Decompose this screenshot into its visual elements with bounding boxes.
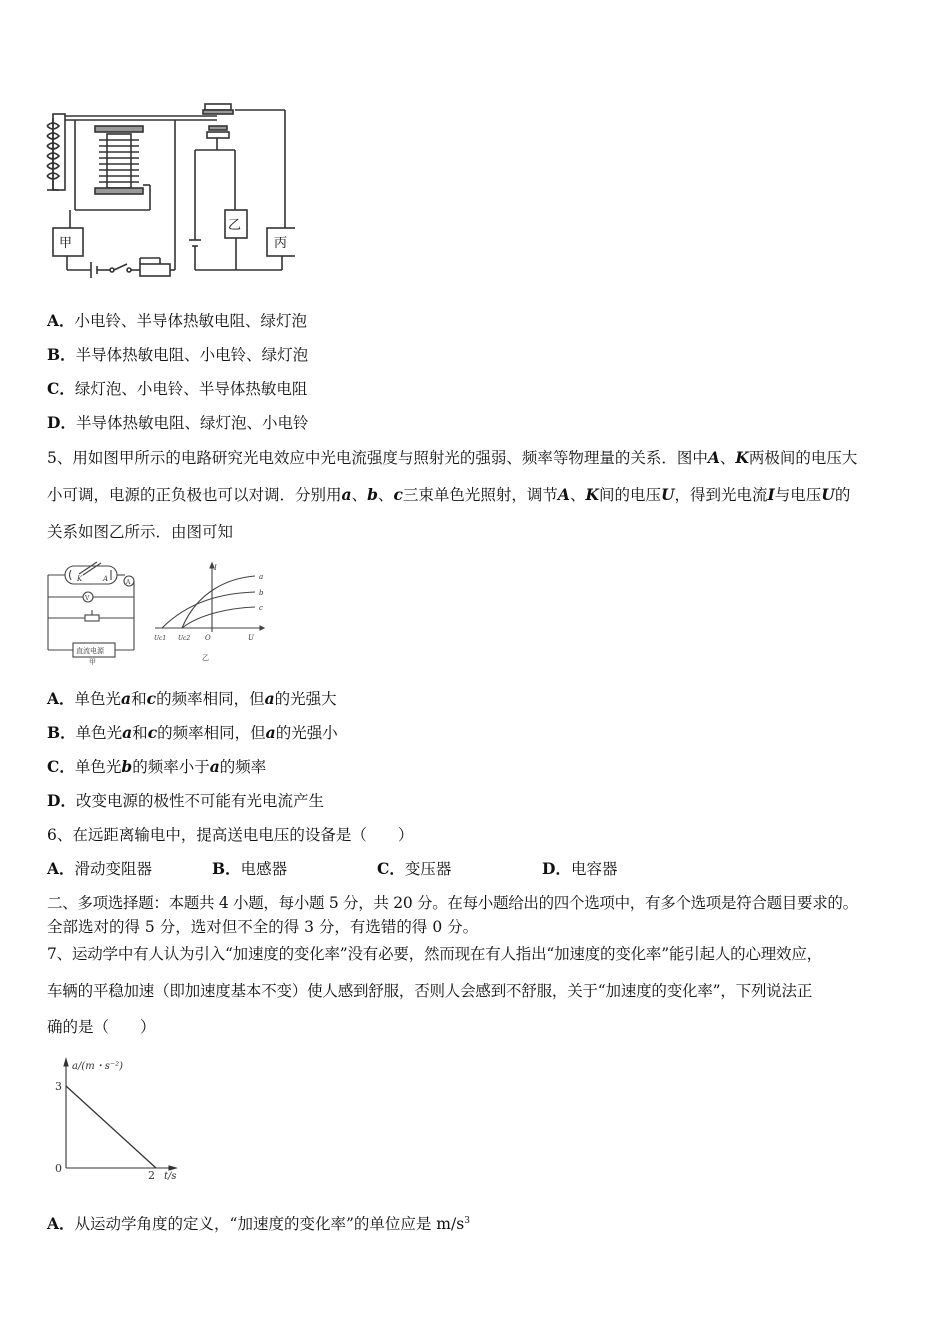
text: 的光强小 [275,724,338,742]
y-tick-3: 3 [55,1080,62,1093]
voltmeter-label: V [85,595,90,602]
text: 的频率 [219,758,267,776]
option-key: B． [212,859,241,878]
option-key: D． [47,413,76,432]
var-I: I [767,485,775,504]
option-key: D． [47,791,76,810]
text: 、 [569,486,586,504]
origin-O: O [205,634,211,642]
caption-jia: 甲 [89,658,96,665]
superscript: 3 [464,1216,470,1226]
option-key: C． [47,379,75,398]
var-A: A [707,448,720,467]
text: 单色光 [74,690,122,708]
text: 间的电压 [598,486,661,504]
axis-I: I [214,564,217,572]
acceleration-time-graph [50,1055,190,1185]
text: 5、用如图甲所示的电路研究光电效应中光电流强度与照射光的强弱、频率等物理量的关系．图中 [47,449,708,467]
text: 电感器 [240,860,288,878]
curve-c [182,607,255,628]
x-tick-2: 2 [148,1169,155,1182]
curve-label-c: c [259,604,263,612]
q6-option-b[interactable] [212,859,287,879]
var-K: K [735,448,749,467]
label-yi: 乙 [228,218,242,233]
x-axis-label: t/s [164,1171,177,1182]
option-key: C． [47,757,75,776]
option-key: B． [47,345,76,364]
q4-option-a[interactable] [47,311,307,331]
text: 三束单色光照射，调节 [402,486,558,504]
section2-heading: 二、多项选择题：本题共 4 小题，每小题 5 分，共 20 分。在每小题给出的四个选项中，有多个选项是符合题目要求的。 [47,894,858,912]
option-key: B． [47,723,76,742]
option-key: A． [47,689,75,708]
text: 、 [351,486,368,504]
text: 小可调，电源的正负极也可以对调．分别用 [47,486,342,504]
option-text: 绿灯泡、小电铃、半导体热敏电阻 [74,380,308,398]
label-bing: 丙 [274,236,288,251]
q5-stem-line3: 关系如图乙所示．由图可知 [47,523,234,541]
relay-circuit-figure [45,100,295,285]
label-uc2: Uc2 [178,635,191,642]
q4-option-b[interactable] [47,345,308,365]
var: a [264,689,275,708]
curve-a [182,576,255,628]
text: 和 [132,724,148,742]
axis-U: U [248,634,254,642]
text: 从运动学角度的定义，“加速度的变化率”的单位应是 m/s [74,1215,465,1234]
ammeter-label: A [126,579,131,586]
text: 两极间的电压大 [748,449,858,467]
q7-stem-line3: 确的是（ ） [47,1018,156,1036]
option-text: 半导体热敏电阻、绿灯泡、小电铃 [75,414,309,432]
option-key: A． [47,1214,75,1234]
photoelectric-circuit-figure [45,560,145,665]
curve-b [162,592,255,628]
var: b [121,757,133,776]
label-A: A [103,575,109,583]
text: 单色光 [74,758,122,776]
label-K: K [77,575,83,583]
var-a: a [341,485,352,504]
text: 和 [131,690,147,708]
text: 与电压 [774,486,822,504]
var: c [146,689,157,708]
option-key: A． [47,859,75,878]
q5-option-d[interactable] [47,791,324,811]
text: 、 [719,449,736,467]
text: 、 [377,486,394,504]
origin-label: 0 [55,1162,62,1175]
var-K: K [585,485,599,504]
q7-option-a[interactable] [47,1211,470,1234]
y-axis-label: a/(m・s⁻²) [72,1061,124,1072]
var: a [209,757,220,776]
q5-option-a[interactable] [47,689,337,709]
text: 的光强大 [274,690,337,708]
text: 改变电源的极性不可能有光电流产生 [75,792,324,810]
data-line [66,1086,156,1168]
var: a [122,723,133,742]
q4-option-d[interactable] [47,413,308,433]
q5-stem-line1 [47,448,857,468]
q5-option-c[interactable] [47,757,266,777]
q5-option-b[interactable] [47,723,338,743]
var: c [147,723,158,742]
var-U: U [821,485,835,504]
curve-label-b: b [259,589,264,597]
section2-scoring: 全部选对的得 5 分，选对但不全的得 3 分，有选错的得 0 分。 [47,918,479,936]
text: 变压器 [404,860,452,878]
curve-label-a: a [259,573,264,581]
caption-yi: 乙 [202,654,209,662]
option-text: 小电铃、半导体热敏电阻、绿灯泡 [74,312,308,330]
option-text: 半导体热敏电阻、小电铃、绿灯泡 [75,346,309,364]
q6-option-c[interactable] [377,859,451,879]
text: 的频率相同，但 [157,724,266,742]
q6-option-a[interactable] [47,859,152,879]
text: 的频率相同，但 [156,690,265,708]
source-label: 直流电源 [76,647,104,655]
label-uc1: Uc1 [154,635,167,642]
q5-stem-line2 [47,485,850,505]
var-b: b [367,485,378,504]
text: ，得到光电流 [674,486,768,504]
option-key: C． [377,859,405,878]
var: a [121,689,132,708]
text: 的 [834,486,851,504]
iu-curve-figure [150,560,270,665]
option-key: A． [47,311,75,330]
var-c: c [393,485,403,504]
text: 的频率小于 [132,758,210,776]
var-A: A [557,485,570,504]
var-U: U [660,485,675,504]
option-key: D． [542,859,571,878]
q6-option-d[interactable] [542,859,617,879]
q7-stem-line2: 车辆的平稳加速（即加速度基本不变）使人感到舒服，否则人会感到不舒服，关于“加速度的变化率”，下列说法正 [47,982,813,1000]
label-jia: 甲 [59,236,73,251]
q7-stem-line1: 7、运动学中有人认为引入“加速度的变化率”没有必要，然而现在有人指出“加速度的变化率”能引起人的心理效应， [47,945,822,963]
var: a [265,723,276,742]
text: 单色光 [75,724,123,742]
q4-option-c[interactable] [47,379,307,399]
text: 电容器 [570,860,618,878]
text: 滑动变阻器 [74,860,153,878]
q6-stem: 6、在远距离输电中，提高送电电压的设备是（ ） [47,826,414,844]
